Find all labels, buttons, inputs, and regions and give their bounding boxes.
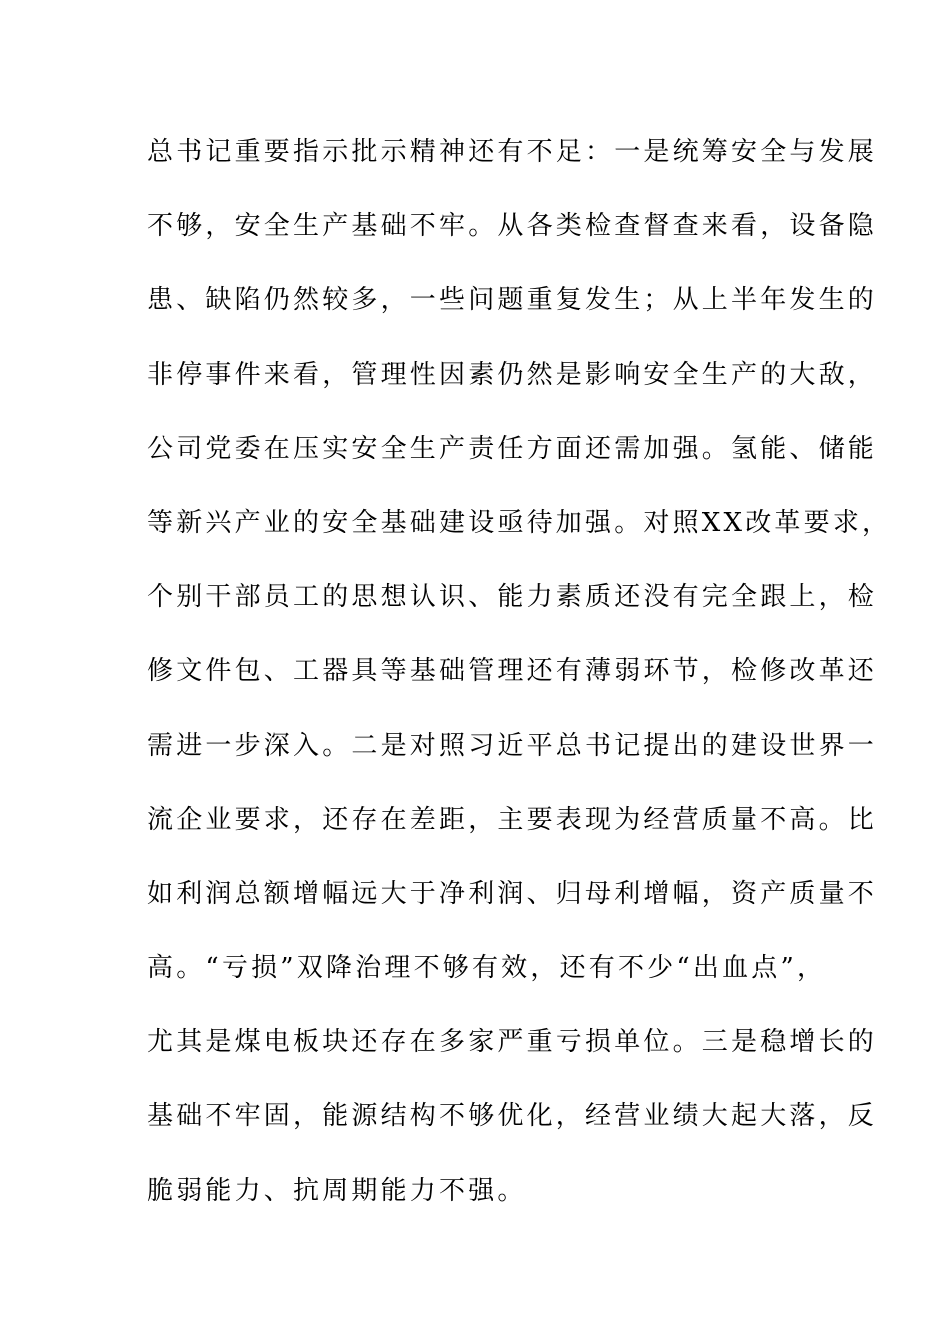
text-line-9: 需进一步深入。二是对照习近平总书记提出的建设世界一 bbox=[147, 730, 878, 761]
text-line-3: 患、缺陷仍然较多，一些问题重复发生；从上半年发生的 bbox=[147, 285, 878, 316]
body-paragraph bbox=[147, 127, 892, 1240]
text-line-7: 个别干部员工的思想认识、能力素质还没有完全跟上，检 bbox=[147, 582, 878, 613]
text-line-2: 不够，安全生产基础不牢。从各类检查督查来看，设备隐 bbox=[147, 211, 878, 242]
text-line-8: 修文件包、工器具等基础管理还有薄弱环节，检修改革还 bbox=[147, 656, 878, 687]
text-line-6: 等新兴产业的安全基础建设亟待加强。对照XX改革要求， bbox=[147, 507, 892, 538]
text-line-12: 高。“亏损”双降治理不够有效，还有不少“出血点”， bbox=[147, 953, 827, 984]
text-line-5: 公司党委在压实安全生产责任方面还需加强。氢能、储能 bbox=[147, 433, 878, 464]
text-line-15: 脆弱能力、抗周期能力不强。 bbox=[147, 1175, 527, 1206]
text-line-10: 流企业要求，还存在差距，主要表现为经营质量不高。比 bbox=[147, 804, 878, 835]
text-line-11: 如利润总额增幅远大于净利润、归母利增幅，资产质量不 bbox=[147, 878, 878, 909]
text-line-13: 尤其是煤电板块还存在多家严重亏损单位。三是稳增长的 bbox=[147, 1027, 878, 1058]
text-line-14: 基础不牢固，能源结构不够优化，经营业绩大起大落，反 bbox=[147, 1101, 878, 1132]
text-line-4: 非停事件来看，管理性因素仍然是影响安全生产的大敌， bbox=[147, 359, 878, 390]
text-line-1: 总书记重要指示批示精神还有不足：一是统筹安全与发展 bbox=[147, 137, 878, 167]
